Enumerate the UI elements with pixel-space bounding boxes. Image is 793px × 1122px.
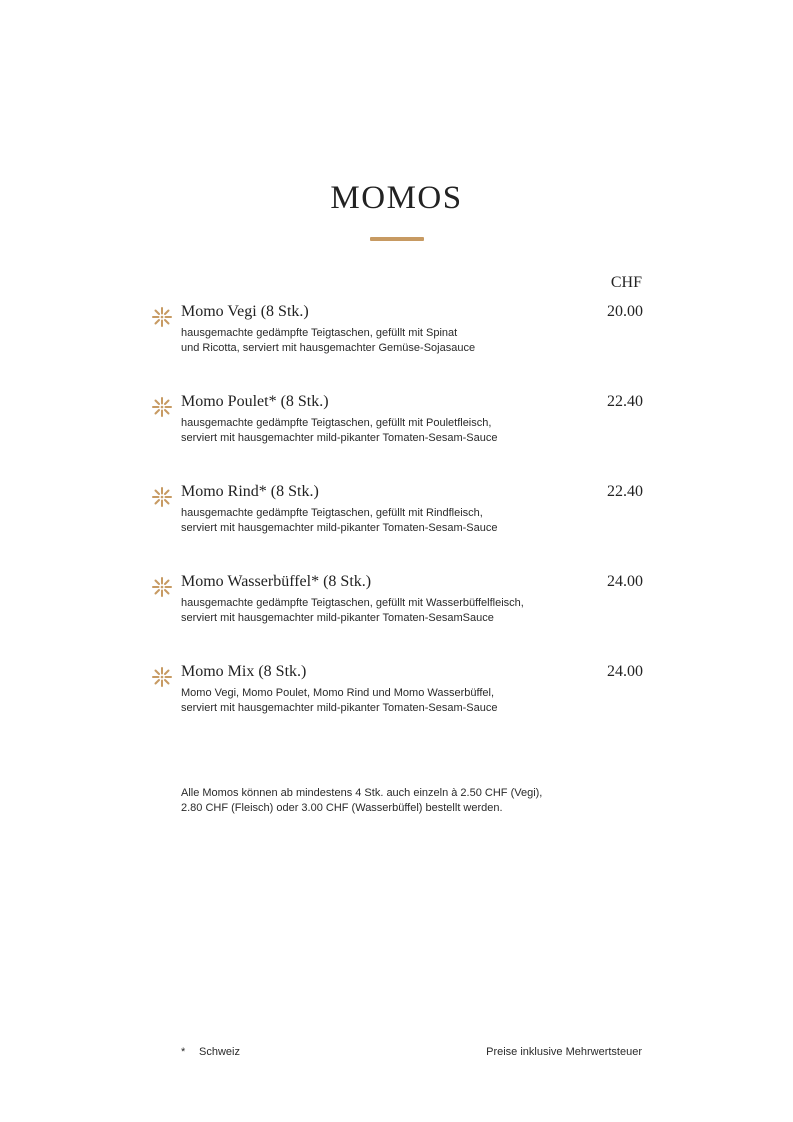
item-description xyxy=(181,686,497,716)
item-name: Momo Vegi (8 Stk.) xyxy=(181,303,309,320)
item-description xyxy=(181,596,524,626)
vat-note: Preise inklusive Mehrwertsteuer xyxy=(486,1046,642,1058)
item-price: 24.00 xyxy=(607,573,643,590)
currency-label: CHF xyxy=(610,274,642,291)
item-price: 20.00 xyxy=(607,303,643,320)
item-name: Momo Mix (8 Stk.) xyxy=(181,663,307,680)
page-title: MOMOS xyxy=(330,180,463,216)
item-description-line: serviert mit hausgemachter mild-pikanter Tomaten-Sesam-Sauce xyxy=(181,432,498,444)
note-line: 2.80 CHF (Fleisch) oder 3.00 CHF (Wasserbüffel) bestellt werden. xyxy=(181,802,503,814)
item-description-line: hausgemachte gedämpfte Teigtaschen, gefüllt mit Wasserbüffelfleisch, xyxy=(181,597,524,609)
item-description-line: und Ricotta, serviert mit hausgemachter Gemüse-Sojasauce xyxy=(181,342,476,354)
item-description-line: hausgemachte gedämpfte Teigtaschen, gefüllt mit Spinat xyxy=(181,327,458,339)
single-piece-note xyxy=(181,786,542,816)
item-description-line: Momo Vegi, Momo Poulet, Momo Rind und Momo Wasserbüffel, xyxy=(181,687,495,699)
footnote-text: Schweiz xyxy=(199,1046,240,1058)
gold-ornament-flower-icon xyxy=(150,395,174,419)
footnote-origin xyxy=(181,1046,240,1058)
item-description xyxy=(181,326,475,356)
item-description xyxy=(181,506,497,536)
item-price: 24.00 xyxy=(607,663,643,680)
item-price: 22.40 xyxy=(607,483,643,500)
item-description-line: hausgemachte gedämpfte Teigtaschen, gefüllt mit Rindfleisch, xyxy=(181,507,483,519)
gold-ornament-flower-icon xyxy=(150,485,174,509)
item-description-line: serviert mit hausgemachter mild-pikanter Tomaten-Sesam-Sauce xyxy=(181,702,498,714)
item-name: Momo Wasserbüffel* (8 Stk.) xyxy=(181,573,372,590)
gold-ornament-flower-icon xyxy=(150,575,174,599)
item-price: 22.40 xyxy=(607,393,643,410)
footnote-asterisk: * xyxy=(181,1046,186,1058)
item-name: Momo Rind* (8 Stk.) xyxy=(181,483,319,500)
item-description-line: serviert mit hausgemachter mild-pikanter Tomaten-SesamSauce xyxy=(181,612,494,624)
item-description-line: hausgemachte gedämpfte Teigtaschen, gefüllt mit Pouletfleisch, xyxy=(181,417,492,429)
item-description-line: serviert mit hausgemachter mild-pikanter Tomaten-Sesam-Sauce xyxy=(181,522,498,534)
note-line: Alle Momos können ab mindestens 4 Stk. auch einzeln à 2.50 CHF (Vegi), xyxy=(181,787,543,799)
item-name: Momo Poulet* (8 Stk.) xyxy=(181,393,329,410)
item-description xyxy=(181,416,497,446)
gold-ornament-flower-icon xyxy=(150,305,174,329)
gold-ornament-flower-icon xyxy=(150,665,174,689)
title-underline xyxy=(370,237,424,241)
